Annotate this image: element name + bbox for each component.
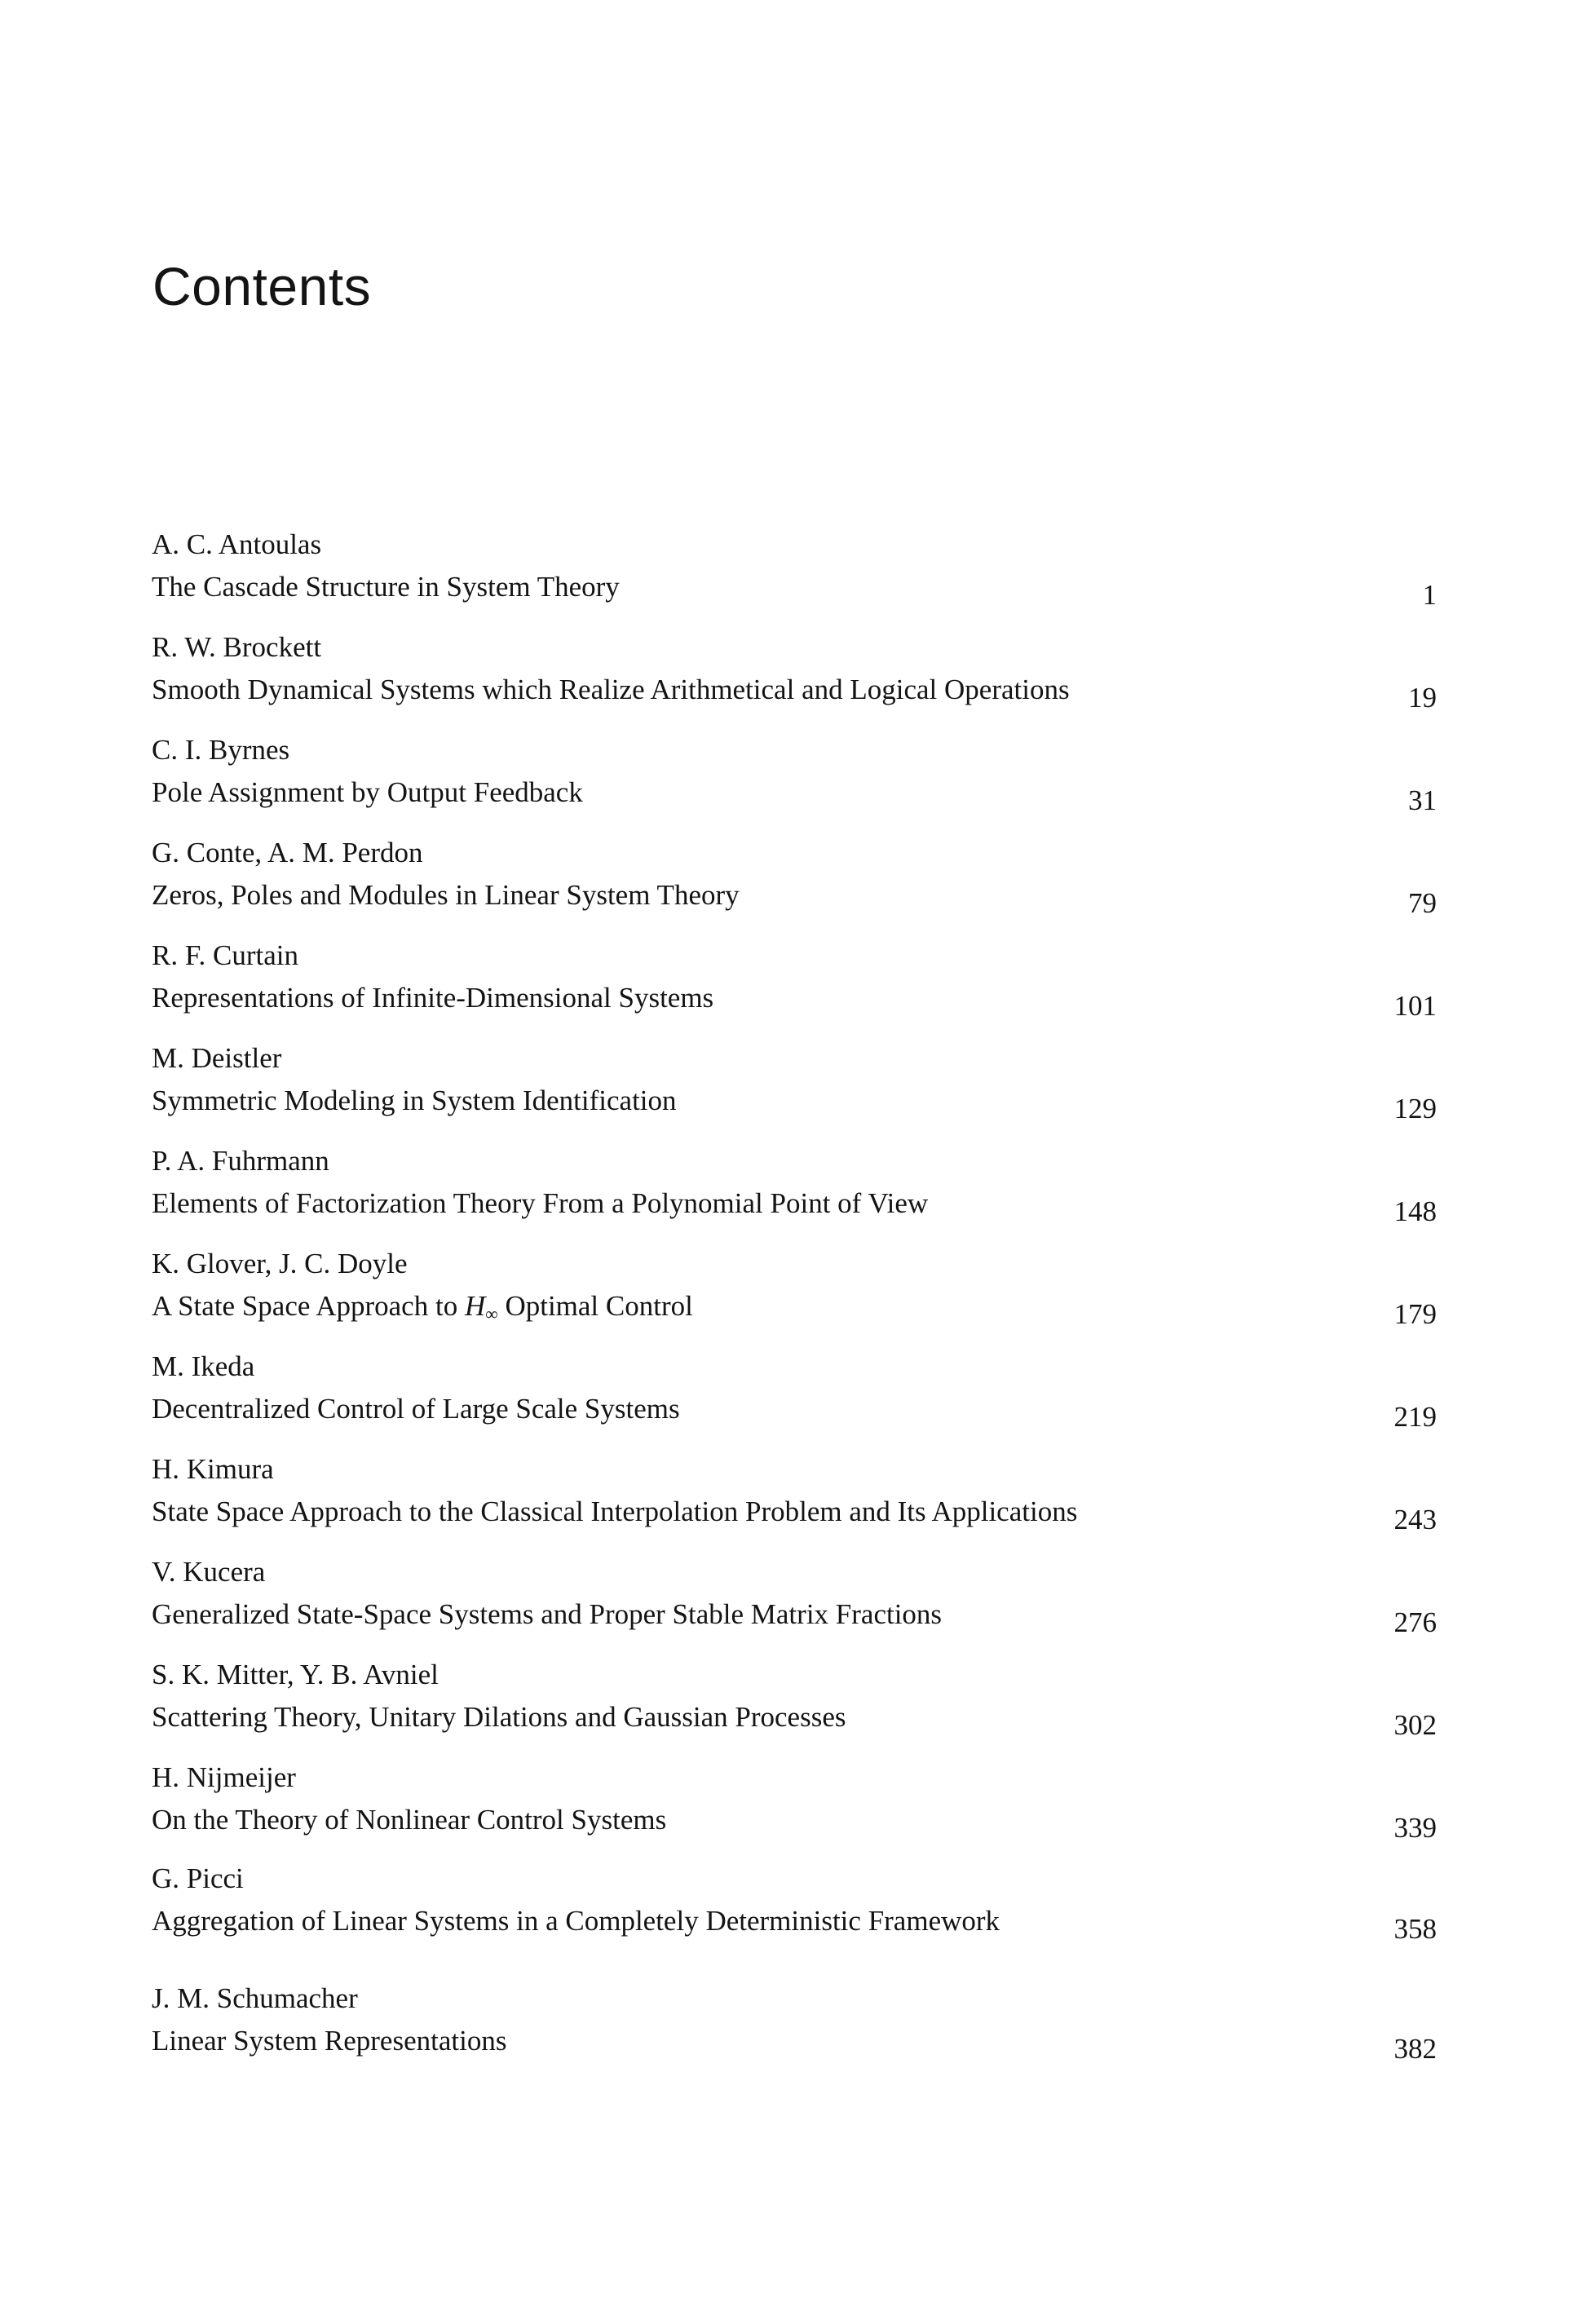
entry-authors: C. I. Byrnes xyxy=(152,734,290,766)
entry-title: Linear System Representations xyxy=(152,2025,507,2057)
entry-page-number: 243 xyxy=(1393,1504,1437,1535)
entry-authors: V. Kucera xyxy=(152,1556,266,1588)
toc-entry xyxy=(148,1557,1437,1647)
entry-title: The Cascade Structure in System Theory xyxy=(152,571,620,603)
entry-title: Pole Assignment by Output Feedback xyxy=(152,776,583,808)
entry-page-number: 302 xyxy=(1393,1709,1437,1741)
entry-title xyxy=(152,1292,693,1323)
entry-authors: S. K. Mitter, Y. B. Avniel xyxy=(152,1659,439,1690)
entry-page-number: 31 xyxy=(1408,784,1437,816)
toc-entry xyxy=(148,941,1437,1031)
entry-authors: A. C. Antoulas xyxy=(152,528,322,560)
entry-authors: K. Glover, J. C. Doyle xyxy=(152,1248,408,1279)
entry-page-number: 148 xyxy=(1393,1195,1437,1227)
entry-title: Symmetric Modeling in System Identification xyxy=(152,1085,677,1116)
toc-entry xyxy=(148,1352,1437,1442)
entry-title: Decentralized Control of Large Scale Systems xyxy=(152,1393,680,1425)
toc-entry xyxy=(148,633,1437,722)
math-subscript: ∞ xyxy=(485,1304,498,1324)
entry-page-number: 276 xyxy=(1393,1606,1437,1638)
entry-page-number: 19 xyxy=(1408,682,1437,714)
entry-title: Zeros, Poles and Modules in Linear System Theory xyxy=(152,879,740,911)
entry-authors: M. Ikeda xyxy=(152,1350,255,1382)
entry-page-number: 382 xyxy=(1393,2033,1437,2065)
toc-entry xyxy=(148,1455,1437,1544)
entry-authors: J. M. Schumacher xyxy=(152,1982,358,2014)
entry-title: Smooth Dynamical Systems which Realize Arithmetical and Logical Operations xyxy=(152,674,1070,705)
toc-entry xyxy=(148,1660,1437,1750)
math-symbol: H xyxy=(464,1290,486,1322)
entry-title: Generalized State-Space Systems and Proper Stable Matrix Fractions xyxy=(152,1598,943,1630)
toc-entry xyxy=(148,1249,1437,1339)
entry-authors: G. Conte, A. M. Perdon xyxy=(152,837,423,868)
toc-entry xyxy=(148,1763,1437,1853)
entry-title-text: Optimal Control xyxy=(505,1290,693,1322)
entry-authors: P. A. Fuhrmann xyxy=(152,1145,329,1177)
entry-authors: R. F. Curtain xyxy=(152,939,298,971)
entry-title: Elements of Factorization Theory From a Polynomial Point of View xyxy=(152,1187,929,1219)
entry-page-number: 339 xyxy=(1393,1812,1437,1844)
table-of-contents xyxy=(148,0,1437,2324)
entry-title-text: A State Space Approach to xyxy=(152,1290,458,1322)
h-infinity-symbol xyxy=(465,1290,498,1322)
entry-authors: G. Picci xyxy=(152,1862,244,1894)
page-title: Contents xyxy=(152,256,372,316)
toc-entry xyxy=(148,530,1437,620)
entry-title: Aggregation of Linear Systems in a Completely Deterministic Framework xyxy=(152,1905,1000,1937)
toc-entry xyxy=(148,1044,1437,1133)
toc-entry xyxy=(148,838,1437,928)
entry-page-number: 129 xyxy=(1393,1093,1437,1124)
entry-page-number: 101 xyxy=(1393,990,1437,1022)
entry-authors: H. Kimura xyxy=(152,1453,274,1485)
toc-entry xyxy=(148,1147,1437,1236)
entry-title: State Space Approach to the Classical Interpolation Problem and Its Applications xyxy=(152,1496,1078,1527)
entry-page-number: 219 xyxy=(1393,1401,1437,1433)
entry-title: Scattering Theory, Unitary Dilations and Gaussian Processes xyxy=(152,1701,846,1733)
entry-authors: H. Nijmeijer xyxy=(152,1761,296,1793)
entry-authors: R. W. Brockett xyxy=(152,631,322,663)
entry-page-number: 1 xyxy=(1422,579,1437,611)
entry-page-number: 179 xyxy=(1393,1298,1437,1330)
toc-entry xyxy=(148,1984,1437,2074)
toc-entry xyxy=(148,736,1437,825)
entry-page-number: 79 xyxy=(1408,887,1437,919)
entry-title: Representations of Infinite-Dimensional Systems xyxy=(152,982,714,1014)
entry-authors: M. Deistler xyxy=(152,1042,282,1074)
entry-page-number: 358 xyxy=(1393,1913,1437,1945)
entry-title: On the Theory of Nonlinear Control Systems xyxy=(152,1804,667,1836)
toc-entry xyxy=(148,1864,1437,1954)
